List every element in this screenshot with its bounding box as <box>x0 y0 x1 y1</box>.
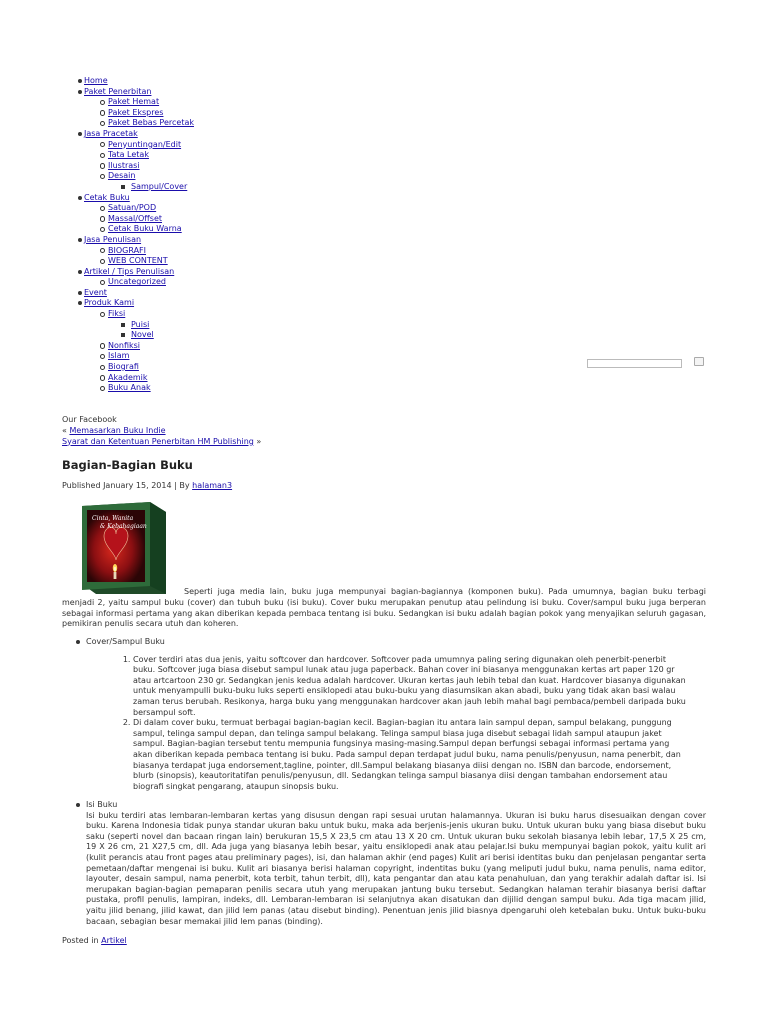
section-cover-title: Cover/Sampul Buku <box>86 637 165 646</box>
nav-link-satuan-pod[interactable]: Satuan/POD <box>108 203 157 213</box>
nav-link-ilustrasi[interactable]: Ilustrasi <box>108 160 140 170</box>
post-intro: Seperti juga media lain, buku juga mempunyai bagian-bagiannya (komponen buku). Pada umumnya, bagian buku terbagi menjadi 2, yaitu sampul buku (cover) dan tubuh buku (isi buku). Cover buku merupakan penutup atau pelindung isi buku. Cover/sampul buku juga berperan sebagai informasi pertama yang akan diberikan kepada pembaca tentang isi buku. Sedangkan isi buku adalah bagian pokok yang menyajikan seluruh gagasan, pemikiran penulis secara utuh dan koheren. <box>62 587 706 629</box>
nav-item-artikel <box>62 267 482 288</box>
nav-link-event[interactable]: Event <box>84 287 107 297</box>
nav-subitem <box>85 203 482 214</box>
nav-subsubitem <box>108 320 482 331</box>
next-arrow: » <box>256 436 262 446</box>
section-isi-text: Isi buku terdiri atas lembaran-lembaran kertas yang disusun dengan rapi sesuai urutan halamannya. Ukuran isi buku harus disesuaikan dengan cover buku. Karena Indonesia tidak punya standar ukuran baku untuk buku, maka ada berjenis-jenis ukuran buku. Untuk ukuran buku yang biasa disebut buku saku (seperti novel dan bacaan ringan lain) berukuran 15,5 X 23,5 cm atau 13 X 20 cm. Untuk ukuran buku sekolah biasanya lebih lebar, 17,5 X 25 cm, 19 X 26 cm, 21 X27,5 cm, dll. Ada juga yang biasanya lebih besar, yaitu ensiklopedi anak atau pelajar.Isi buku mempunyai bagian pokok, yaitu kulit ari (kulit perancis atau front pages atau preliminary pages), isi, dan halaman akhir (end pages) Kulit ari berisi identitas buku dan penjelasan pengantar serta pemetaan/daftar mengenai isi buku. Kulit ari biasanya berisi halaman copyright, indentitas buku (yang meliputi judul buku, nama penulis, nama editor, layouter, desain sampul, nama penerbit, kota terbit, tahun terbit, dll), kata pengantar dan atau kata penahuluan, dan yang terakhir adalah daftar isi. Isi merupakan bagian-bagian pemaparan penilis secara utuh yang merupakan jantung buku tersebut. Sedangkan halaman terahir biasanya berisi daftar pustaka, profil penulis, lampiran, indeks, dll. Lembaran-lembaran isi selanjutnya akan disatukan dan dijilid dengan sampul buku. Ada tiga macam jilid, yaitu jilid benang, jilid kawat, dan jilid lem panas (atau disebut binding). Penentuan jenis jilid biasnya dpengaruhi oleh ketebalan buku. Untuk buku-buku bacaan, sebagian besar memakai jilid lem panas (binding). <box>86 810 706 926</box>
search-button[interactable] <box>694 357 704 366</box>
search-input[interactable] <box>587 359 682 368</box>
nav-subitem <box>85 150 482 161</box>
nav-subitem <box>85 351 482 362</box>
nav-link-puisi[interactable]: Puisi <box>131 319 150 329</box>
next-post <box>62 437 261 448</box>
nav-link-paket-hemat[interactable]: Paket Hemat <box>108 97 160 107</box>
nav-subitem <box>85 362 482 373</box>
cover-title-line-2: & Kebahagiaan <box>100 523 147 530</box>
category-link[interactable]: Artikel <box>101 936 127 945</box>
nav-item-jasa-penulisan <box>62 235 482 267</box>
nav-subitem <box>85 373 482 384</box>
nav-link-paket-ekspres[interactable]: Paket Ekspres <box>108 107 164 117</box>
book-cover-image <box>78 500 167 594</box>
nav-link-penyuntingan[interactable]: Penyuntingan/Edit <box>108 139 182 149</box>
nav-link-fiksi[interactable]: Fiksi <box>108 309 126 319</box>
post-title: Bagian-Bagian Buku <box>62 458 193 472</box>
nav-subitem <box>85 140 482 151</box>
nav-subitem <box>85 161 482 172</box>
nav-link-akademik[interactable]: Akademik <box>108 372 148 382</box>
published-label: Published <box>62 481 101 490</box>
nav-item-produk-kami <box>62 298 482 393</box>
section-isi-buku <box>62 800 706 927</box>
section-isi-item <box>62 800 706 927</box>
nav-link-paket-bebas-percetak[interactable]: Paket Bebas Percetak <box>108 118 194 128</box>
nav-item-paket-penerbitan <box>62 87 482 129</box>
section-isi-title: Isi Buku <box>86 800 118 809</box>
nav-subsubitem <box>108 182 482 193</box>
nav-subitem <box>85 224 482 235</box>
our-facebook-heading: Our Facebook <box>62 415 117 424</box>
post-date: January 15, 2014 <box>103 481 172 490</box>
nav-link-biografi-service[interactable]: BIOGRAFI <box>108 245 147 255</box>
author-link[interactable]: halaman3 <box>192 481 233 490</box>
nav-link-uncategorized[interactable]: Uncategorized <box>108 277 166 287</box>
nav-link-massal-offset[interactable]: Massal/Offset <box>108 213 162 223</box>
nav-subsubitem <box>108 330 482 341</box>
nav-link-produk-kami[interactable]: Produk Kami <box>84 298 135 308</box>
nav-subitem <box>85 171 482 192</box>
nav-item-home <box>62 76 482 87</box>
nav-subitem <box>85 108 482 119</box>
previous-post <box>62 426 261 437</box>
next-post-link[interactable]: Syarat dan Ketentuan Penerbitan HM Publishing <box>62 436 254 446</box>
nav-link-nonfiksi[interactable]: Nonfiksi <box>108 340 141 350</box>
post-footer <box>62 936 127 945</box>
nav-item-jasa-pracetak <box>62 129 482 193</box>
nav-link-novel[interactable]: Novel <box>131 330 154 340</box>
main-navigation <box>62 76 482 394</box>
nav-link-desain[interactable]: Desain <box>108 171 136 181</box>
nav-link-cetak-buku-warna[interactable]: Cetak Buku Warna <box>108 224 182 234</box>
nav-link-artikel[interactable]: Artikel / Tips Penulisan <box>84 266 175 276</box>
nav-item-event <box>62 288 482 299</box>
nav-link-islam[interactable]: Islam <box>108 351 130 361</box>
nav-link-paket-penerbitan[interactable]: Paket Penerbitan <box>84 86 152 96</box>
nav-link-home[interactable]: Home <box>84 76 108 85</box>
nav-subitem <box>85 341 482 352</box>
nav-link-biografi[interactable]: Biografi <box>108 362 139 372</box>
nav-link-sampul-cover[interactable]: Sampul/Cover <box>131 181 188 191</box>
previous-arrow: « <box>62 426 67 435</box>
nav-link-cetak-buku[interactable]: Cetak Buku <box>84 192 130 202</box>
post-navigation <box>62 426 261 447</box>
nav-subitem <box>85 214 482 225</box>
cover-point-2: 2. Di dalam cover buku, termuat berbagai bagian-bagian kecil. Bagian-bagian itu antara lain sampul depan, sampul belakang, punggung sampul, telinga sampul depan, dan telinga sampul belakang. Telinga sampul biasa juga disebut sebagai lidah sampul ataupun jaket sampul. Bagian-bagian tersebut tentu mempunia fungsinya masing-masing.Sampul depan berfungsi sebagai informasi pertama yang akan diberikan kepada pembaca tentang isi buku. Pada sampul depan terdapat judul buku, nama penulis/penyusun, nama penerbit, dan biasanya terdapat juga endorsement,tagline, pointer, dll.Sampul belakang biasanya diisi dengan no. ISBN dan barcode, endorsement, blurb (sinopsis), keautoritatifan penulis/penyusun, dll. Sedangkan telinga sampul biasanya diisi dengan tambahan endorsement atau biografi singkat pengarang, ataupun sinopsis buku. <box>133 718 706 792</box>
nav-subitem <box>85 118 482 129</box>
nav-link-jasa-pracetak[interactable]: Jasa Pracetak <box>84 128 138 138</box>
nav-link-tata-letak[interactable]: Tata Letak <box>108 150 149 160</box>
post-meta <box>62 481 232 490</box>
nav-link-jasa-penulisan[interactable]: Jasa Penulisan <box>84 234 142 244</box>
nav-subitem <box>85 277 482 288</box>
nav-subitem <box>85 97 482 108</box>
section-cover <box>62 637 706 792</box>
nav-subitem <box>85 246 482 257</box>
nav-subitem <box>85 383 482 394</box>
nav-subitem <box>85 309 482 341</box>
nav-item-cetak-buku <box>62 193 482 235</box>
posted-in-label: Posted in <box>62 936 99 945</box>
nav-subitem <box>85 256 482 267</box>
nav-link-buku-anak[interactable]: Buku Anak <box>108 383 151 393</box>
meta-separator: | By <box>174 481 190 490</box>
cover-title-line-1: Cinta, Wanita <box>92 515 134 522</box>
cover-point-1: 1. Cover terdiri atas dua jenis, yaitu softcover dan hardcover. Softcover pada umumnya paling sering digunakan oleh penerbit-penerbit buku. Softcover juga biasa disebut sampul lunak atau juga paperback. Bahan cover ini biasanya menggunakan kertas art paper 120 gr atau artcartoon 230 gr. Sedangkan jenis kedua adalah hardcover. Ukuran kertas jauh lebih tebal dan kuat. Hardcover biasanya digunakan untuk menyampulli buku-buku luks seperti ensiklopedi atau buku-buku yang diasumsikan akan abadi, buku yang tidak akan basi walau zaman terus berubah. Resikonya, harga buku yang menggunakan hardcover akan jauh lebih mahal bagi pembaca/pembeli daripada buku bersampul soft. <box>133 655 706 719</box>
nav-link-web-content[interactable]: WEB CONTENT <box>108 256 168 266</box>
section-cover-item <box>62 637 706 792</box>
previous-post-link[interactable]: Memasarkan Buku Indie <box>69 426 166 435</box>
